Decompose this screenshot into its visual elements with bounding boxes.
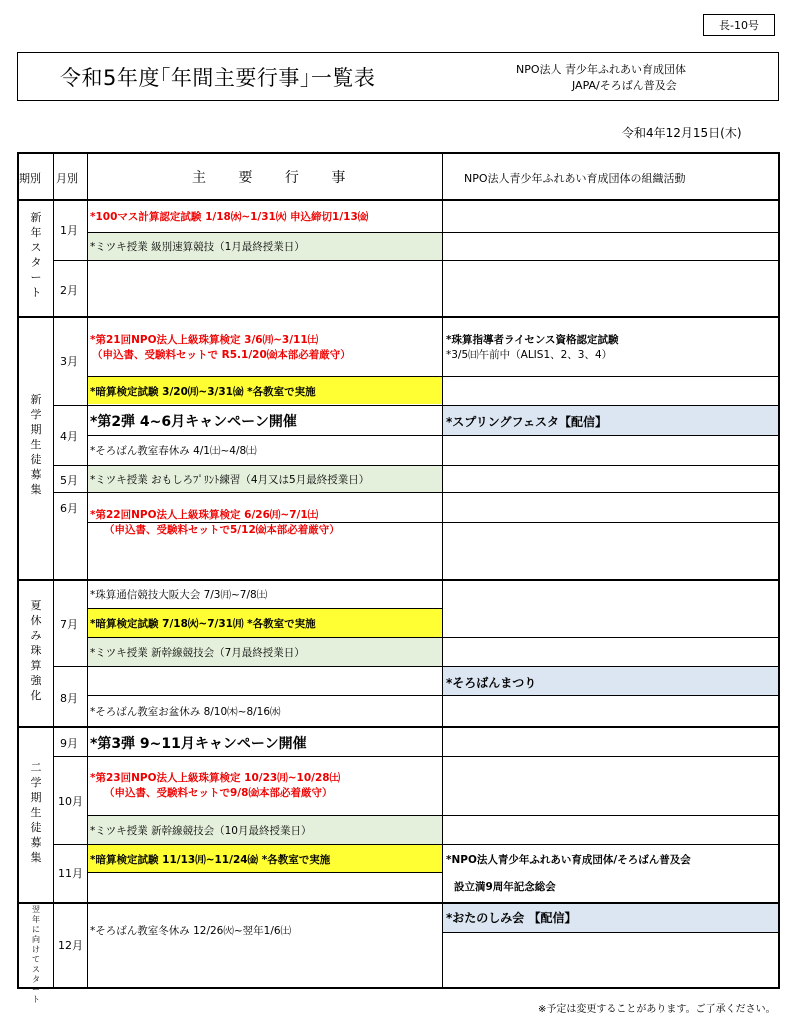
period-char: 生 <box>30 438 42 451</box>
period-char: み <box>30 629 42 642</box>
campaign-heading: *第2弾 4~6月キャンペーン開催 <box>90 414 297 430</box>
organization-subname: JAPA/そろばん普及会 <box>572 79 677 92</box>
period-char: 夏 <box>30 599 42 612</box>
period-char: 徒 <box>30 453 42 466</box>
event-text: *暗算検定試験 7/18㈫~7/31㈪ *各教室で実施 <box>90 618 316 630</box>
period-char: 珠 <box>30 644 42 657</box>
period-char: 生 <box>30 806 42 819</box>
org-activity-text: *3/5㈰午前中（ALIS1、2、3、4） <box>446 349 613 361</box>
period-char: 学 <box>30 776 42 789</box>
period-char: 集 <box>30 851 42 864</box>
month-label: 12月 <box>58 939 83 952</box>
period-char: 期 <box>30 791 42 804</box>
event-text: *ミツキ授業 新幹線競技会（7月最終授業日） <box>90 647 305 659</box>
header-period: 期別 <box>19 172 41 185</box>
period-char: け <box>32 945 40 954</box>
month-label: 7月 <box>60 618 78 631</box>
period-char: ス <box>30 241 42 254</box>
period-char: 募 <box>30 836 42 849</box>
event-text: *珠算通信競技大阪大会 7/3㈪~7/8㈯ <box>90 589 268 601</box>
event-text: （申込書、受験料セットで5/12㈮本部必着厳守） <box>104 524 340 536</box>
period-label <box>25 905 47 1005</box>
event-text: *そろばん教室冬休み 12/26㈫~翌年1/6㈯ <box>90 925 292 937</box>
period-char: ス <box>32 965 40 974</box>
page-title: 令和5年度｢年間主要行事｣一覧表 <box>60 66 376 90</box>
period-char: 徒 <box>30 821 42 834</box>
document-number: 長-10号 <box>703 14 775 36</box>
period-char: て <box>32 955 40 964</box>
event-text: *暗算検定試験 11/13㈪~11/24㈮ *各教室で実施 <box>90 854 331 866</box>
period-label <box>25 392 47 497</box>
period-label <box>25 210 47 300</box>
month-label: 1月 <box>60 224 78 237</box>
header-events: 主 要 行 事 <box>192 170 360 186</box>
event-text: *第22回NPO法人上級珠算検定 6/26㈪~7/1㈯ <box>90 509 319 521</box>
org-activity-text: *そろばんまつり <box>446 676 537 690</box>
org-activity-text: *珠算指導者ライセンス資格認定試験 <box>446 334 619 346</box>
period-char: ト <box>30 286 42 299</box>
event-text: *暗算検定試験 3/20㈪~3/31㈮ *各教室で実施 <box>90 386 316 398</box>
event-text: *そろばん教室春休み 4/1㈯~4/8㈯ <box>90 445 257 457</box>
month-label: 10月 <box>58 795 83 808</box>
period-char: タ <box>32 975 40 984</box>
period-label <box>25 760 47 865</box>
period-char: 算 <box>30 659 42 672</box>
period-char: 募 <box>30 468 42 481</box>
month-label: 9月 <box>60 737 78 750</box>
period-char: 翌 <box>32 905 40 914</box>
period-char: に <box>32 925 40 934</box>
period-char: 向 <box>32 935 40 944</box>
month-label: 11月 <box>58 867 83 880</box>
period-char: 新 <box>30 393 42 406</box>
month-label: 5月 <box>60 474 78 487</box>
event-text: *第21回NPO法人上級珠算検定 3/6㈪~3/11㈯ <box>90 334 319 346</box>
period-char: ト <box>32 995 40 1004</box>
month-label: 8月 <box>60 692 78 705</box>
event-text: *ミツキ授業 おもしろﾌﾟﾘﾝﾄ練習（4月又は5月最終授業日） <box>90 474 370 486</box>
period-label <box>25 598 47 703</box>
period-char: 新 <box>30 211 42 224</box>
event-text: *100マス計算認定試験 1/18㈬~1/31㈫ 申込締切1/13㈮ <box>90 211 369 223</box>
period-char: 化 <box>30 689 42 702</box>
period-char: 年 <box>32 915 40 924</box>
month-label: 2月 <box>60 284 78 297</box>
org-activity-text: *おたのしみ会 【配信】 <box>446 911 577 925</box>
period-char: 学 <box>30 408 42 421</box>
event-text: （申込書、受験料セットで R5.1/20㈮本部必着厳守） <box>92 349 351 361</box>
period-char: ー <box>32 985 40 994</box>
event-text: *ミツキ授業 新幹線競技会（10月最終授業日） <box>90 825 312 837</box>
period-char: 集 <box>30 483 42 496</box>
footnote: ※予定は変更することがあります。ご了承ください。 <box>538 1004 776 1015</box>
period-char: 年 <box>30 226 42 239</box>
event-text: *第23回NPO法人上級珠算検定 10/23㈪~10/28㈯ <box>90 772 341 784</box>
period-char: 二 <box>30 761 42 774</box>
month-label: 4月 <box>60 430 78 443</box>
month-label: 3月 <box>60 355 78 368</box>
event-text: （申込書、受験料セットで9/8㈮本部必着厳守） <box>104 787 333 799</box>
month-label: 6月 <box>60 502 78 515</box>
issue-date: 令和4年12月15日(木) <box>622 126 742 140</box>
event-text: *そろばん教室お盆休み 8/10㈭~8/16㈬ <box>90 706 281 718</box>
header-month: 月別 <box>56 172 78 185</box>
org-activity-text: 設立満9周年記念総会 <box>454 881 556 893</box>
org-activity-text: *スプリングフェスタ【配信】 <box>446 415 607 429</box>
period-char: 強 <box>30 674 42 687</box>
period-char: タ <box>30 256 42 269</box>
period-char: ー <box>30 271 42 284</box>
period-char: 期 <box>30 423 42 436</box>
organization-name: NPO法人 青少年ふれあい育成団体 <box>516 63 687 76</box>
header-org-activities: NPO法人青少年ふれあい育成団体の組織活動 <box>464 172 686 185</box>
campaign-heading: *第3弾 9~11月キャンペーン開催 <box>90 736 307 752</box>
org-activity-text: *NPO法人青少年ふれあい育成団体/そろばん普及会 <box>446 854 691 866</box>
period-char: 休 <box>30 614 42 627</box>
event-text: *ミツキ授業 級別速算競技（1月最終授業日） <box>90 241 305 253</box>
